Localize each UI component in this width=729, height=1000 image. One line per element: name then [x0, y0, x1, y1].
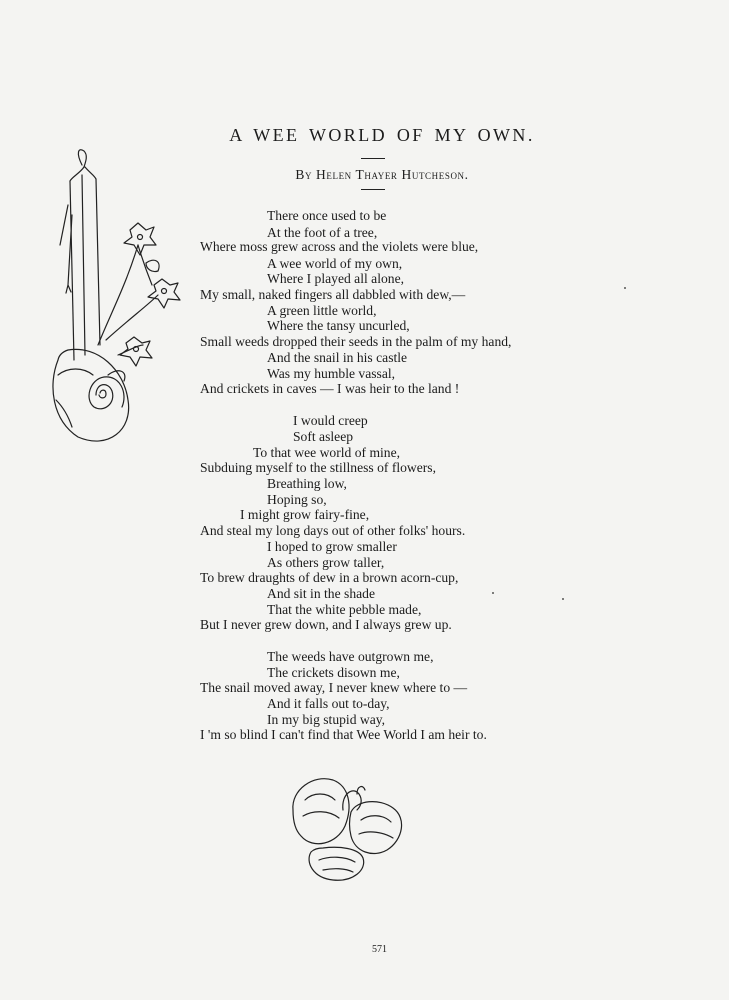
poem-title: A WEE WORLD OF MY OWN. [229, 125, 535, 145]
poem-line: In my big stupid way, [267, 712, 386, 727]
poem-line: I would creep [293, 413, 368, 428]
poem-line: I might grow fairy-fine, [240, 507, 370, 522]
poem-line: Was my humble vassal, [267, 366, 396, 381]
poem-line: Soft asleep [293, 429, 354, 444]
snail-violets-illustration [38, 145, 188, 450]
poem-line: To that wee world of mine, [253, 445, 401, 460]
poem-line: My small, naked fingers all dabbled with dew,— [200, 287, 466, 302]
poem-line: And crickets in caves — I was heir to the land ! [200, 381, 460, 396]
poem-line: And the snail in his castle [267, 350, 408, 365]
poem-line: And steal my long days out of other folks' hours. [200, 523, 466, 538]
title-rule [361, 158, 385, 159]
poem-line: Subduing myself to the stillness of flowers, [200, 460, 436, 475]
poem-line: And sit in the shade [267, 586, 375, 601]
poem-line: And it falls out to-day, [267, 696, 390, 711]
poem-line: I 'm so blind I can't find that Wee World I am heir to. [200, 727, 487, 742]
poem-line: Hoping so, [267, 492, 327, 507]
poem-line: A green little world, [267, 303, 377, 318]
specks [624, 287, 626, 289]
poem-line: A wee world of my own, [267, 256, 403, 271]
poem-line: The snail moved away, I never knew where to — [200, 680, 468, 695]
poem-line: Where the tansy uncurled, [267, 318, 410, 333]
poem-line: I hoped to grow smaller [267, 539, 397, 554]
poem-line: There once used to be [267, 208, 387, 223]
poem-line: That the white pebble made, [267, 602, 422, 617]
mushrooms-illustration [283, 770, 413, 890]
specks [492, 592, 494, 594]
poem-line: To brew draughts of dew in a brown acorn-cup, [200, 570, 459, 585]
poem-line: As others grow taller, [267, 555, 385, 570]
poem-line: The crickets disown me, [267, 665, 400, 680]
poem-line: Where moss grew across and the violets were blue, [200, 239, 479, 254]
byline: By Helen Thayer Hutcheson. [295, 167, 469, 182]
specks [562, 598, 564, 600]
byline-rule [361, 189, 385, 190]
poem-line: The weeds have outgrown me, [267, 649, 434, 664]
poem-line: But I never grew down, and I always grew up. [200, 617, 452, 632]
poem-line: Small weeds dropped their seeds in the palm of my hand, [200, 334, 512, 349]
poem-line: Breathing low, [267, 476, 347, 491]
poem-line: At the foot of a tree, [267, 225, 378, 240]
page-number: 571 [372, 944, 387, 955]
poem-line: Where I played all alone, [267, 271, 404, 286]
